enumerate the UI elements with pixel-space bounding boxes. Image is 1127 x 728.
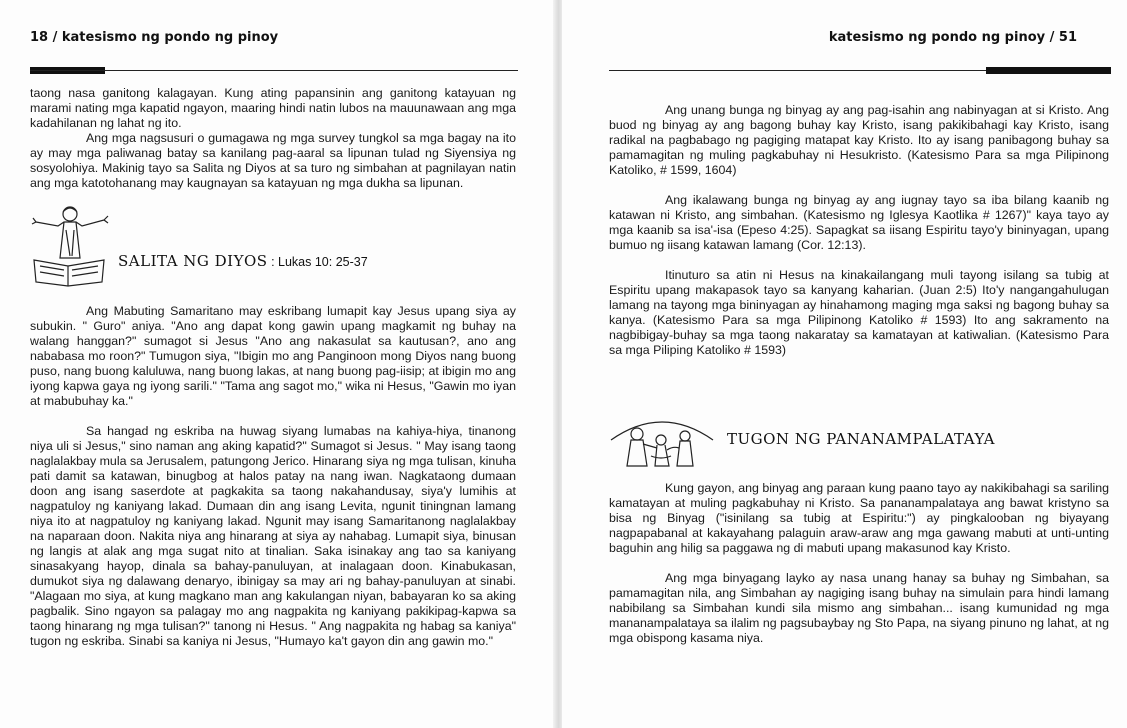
right-teaching-text: [609, 103, 1109, 358]
paragraph: Ang mga binyagang layko ay nasa unang hanay sa buhay ng Simbahan, sa pamamagitan nila, ang Simbahan ay nagiging isang buhay na simulain para hindi lamang nabibilang sa Simbahan kundi sila mismo ang simbahan... isang kumunidad ng mga mananampalataya sa ilalim ng pagsubaybay ng Sto Papa, na siyang pinuno ng lahat, at ng mga obispong kasama niya.: [609, 571, 1109, 645]
left-header-rule: [30, 70, 518, 71]
paragraph: Ang mga nagsusuri o gumagawa ng mga survey tungkol sa mga bagay na ito ay may mga paliwanag batay sa kanilang pag-aaral sa lipunan tulad ng Siyensiya ng sosyolohiya. Makinig tayo sa Salita ng Diyos at sa turo ng simbahan at pagnilayan natin ang mga katotohanang may kaugnayan sa katayuan ng mga dukha sa lipunan.: [30, 131, 516, 190]
section-title: SALITA NG DIYOS: [118, 252, 268, 270]
right-header-bar: [986, 67, 1111, 74]
left-intro-text: [30, 86, 516, 191]
paragraph: Ang unang bunga ng binyag ay ang pag-isahin ang nabinyagan at si Kristo. Ang buod ng binyag ay ang bagong buhay kay Kristo, isang pakikibahagi kay Kristo, isang radikal na pagbabago ng pagiging matapat kay Kristo. Ito ay isang panibagong buhay sa pamamagitan ng muling pagkabuhay ni Hesukristo. (Katesismo Para sa mga Pilipinong Katoliko, # 1599, 1604): [609, 103, 1109, 177]
right-response-text: [609, 481, 1109, 646]
left-scripture-text: [30, 304, 516, 649]
jesus-with-open-book-icon: [28, 200, 110, 293]
left-page-header: 18 / katesismo ng pondo ng pinoy: [30, 30, 279, 45]
paragraph: taong nasa ganitong kalagayan. Kung ating papansinin ang ganitong katayuan ng marami nating mga kapatid ngayon, maaring hindi natin lubos na mauunawaan ang mga kadahilanan ng lahat ng ito.: [30, 86, 516, 130]
left-page: [0, 0, 555, 728]
tugon-ng-pananampalataya-heading: TUGON NG PANANAMPALATAYA: [727, 430, 996, 448]
baptism-scene-icon: [607, 410, 717, 475]
paragraph: Itinuturo sa atin ni Hesus na kinakailangang muli tayong isilang sa tubig at Espiritu upang makapasok tayo sa kanyang kaharian. (Juan 2:5) Ito'y nangangahulugan lamang na tayong mga bininyagan ay hinahamong maging mga saksi ng bagong buhay sa kanya. (Katesismo Para sa mga Pilipinong Katoliko # 1593) Ito ang sakramento na nagbibigay-buhay sa mga taong nakaratay sa kamatayan at katiwalian. (Katesismo Para sa mga Piliping Katoliko # 1593): [609, 268, 1109, 357]
salita-ng-diyos-heading: [118, 252, 368, 270]
right-page: [562, 0, 1127, 728]
paragraph: Sa hangad ng eskriba na huwag siyang lumabas na kahiya-hiya, tinanong niya uli si Jesus," sino naman ang aking kapatid?" Sumagot si Jesus. " May isang taong naglalakbay mula sa Jerusalem, patungong Jerico. Hinarang siya ng mga tulisan, kinuha pati damit sa katawan, binugbog at halos patay na nang iwan. Nagkataong dumaan doon ang isang saserdote at pagkakita sa taong nakahandusay, siya'y lumihis at nagpatuloy ng kaniyang lakad. Dumaan din ang isang Levita, ngunit tiningnan lamang niya ito at nagpatuloy ng kaniyang lakad. Ngunit may isang Samaritanong naglalakbay na naparaan doon. Nakita niya ang hinarang at siya ay nahabag. Lumapit siya, binusan ng langis at alak ang mga sugat nito at tinalian. Saka isinakay ang tao sa kaniyang sinasakyang hayop, dinala sa bahay-panuluyan, at inalagaan doon. Kinabukasan, dumukot siya ng dalawang denaryo, ibinigay sa may ari ng bahay-panuluyan at sinabi. "Alagaan mo siya, at kung magkano man ang kakulangan niyan, babayaran ko sa aking pagbalik. Sino ngayon sa palagay mo ang nagpakita ng kaniyang pakikipag-kapwa sa taong hinarang ng mga tulisan?" tanong ni Hesus. " Ang nagpakita ng habag sa kaniya" tugon ng eskriba. Sinabi sa kaniya ni Jesus, "Humayo ka't gayon din ang gawin mo.": [30, 424, 516, 648]
scripture-reference: : Lukas 10: 25-37: [267, 255, 368, 269]
right-page-header: katesismo ng pondo ng pinoy / 51: [828, 30, 1077, 45]
paragraph: Ang ikalawang bunga ng binyag ay ang iugnay tayo sa iba bilang kaanib ng katawan ni Kristo, ang simbahan. (Katesismo ng Iglesya Kaotlika # 1267)" kaya tayo ay mga kaanib sa isa'-isa (Epeso 4:25). Sapagkat sa iisang Espiritu tayo'y bininyagan, upang bumuo ng iisang katawan lamang (Cor. 12:13).: [609, 193, 1109, 252]
paragraph: Kung gayon, ang binyag ang paraan kung paano tayo ay nakikibahagi sa sariling kamatayan at muling pagkabuhay ni Kristo. Sa pananampalataya ang bawat kristyno sa bisa ng Binyag ("isinilang sa tubig at Espiritu:") ay pingkalooban ng biyayang nagpapabanal at kakayahang palaguin araw-araw ang mga gawang mabuti at unti-unting baguhin ang hilig sa paggawa ng di mabuti upang makasunod kay Kristo.: [609, 481, 1109, 555]
paragraph: Ang Mabuting Samaritano may eskribang lumapit kay Jesus upang siya ay subukin. " Guro" aniya. "Ano ang dapat kong gawin upang magkamit ng buhay na walang hanggan?" sumagot si Jesus "Ano ang nakasulat sa kautusan?, ano ang nababasa mo roon?" Tumugon siya, "Ibigin mo ang Panginoon mong Diyos nang buong puso, nang buong kaluluwa, nang buong lakas, at nang buong pag-iisip; at ibigin mo ang iyong kapwa gaya ng iyong sarili." "Tama ang sagot mo," wika ni Hesus, "Gawin mo iyan at mabubuhay ka.": [30, 304, 516, 408]
